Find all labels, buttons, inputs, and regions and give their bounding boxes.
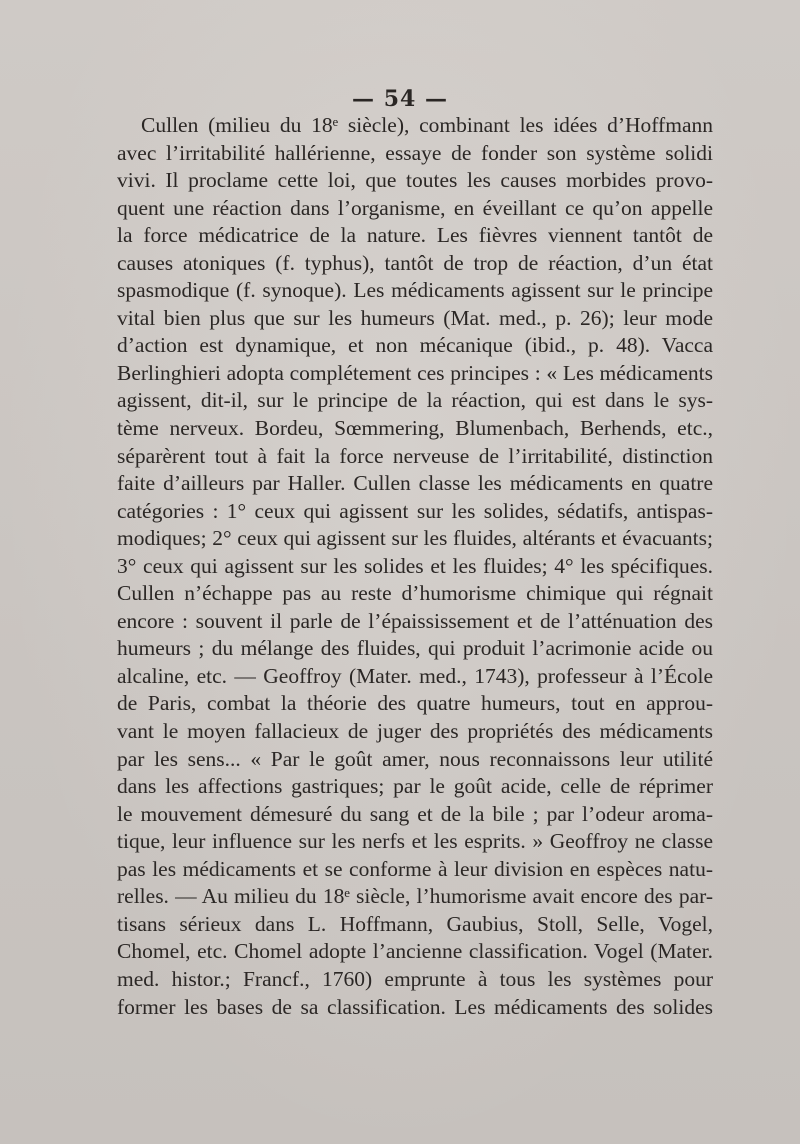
- text-line: med. histor.; Francf., 1760) emprunte à tous les systèmes pour: [117, 966, 713, 991]
- text-line: spasmodique (f. synoque). Les médicaments agissent sur le principe: [117, 278, 713, 303]
- text-line: le mouvement démesuré du sang et de la bile ; par l’odeur aroma-: [117, 801, 713, 826]
- text-line: quent une réaction dans l’organisme, en éveillant ce qu’on appelle: [117, 195, 713, 220]
- text-line: de Paris, combat la théorie des quatre humeurs, tout en approu-: [117, 691, 713, 716]
- body-text: [117, 112, 713, 1021]
- text-line: encore : souvent il parle de l’épaississement et de l’atténuation des: [117, 608, 713, 633]
- text-line: former les bases de sa classification. Les médicaments des solides: [117, 994, 713, 1019]
- text-line: relles. — Au milieu du 18ᵉ siècle, l’humorisme avait encore des par-: [117, 884, 713, 909]
- text-line: tème nerveux. Bordeu, Sœmmering, Blumenbach, Berhends, etc.,: [117, 416, 713, 441]
- text-line: pas les médicaments et se conforme à leur division en espèces natu-: [117, 856, 713, 881]
- text-line: alcaline, etc. — Geoffroy (Mater. med., 1743), professeur à l’École: [117, 663, 713, 688]
- text-line: vital bien plus que sur les humeurs (Mat. med., p. 26); leur mode: [117, 305, 713, 330]
- text-line: agissent, dit-il, sur le principe de la réaction, qui est dans le sys-: [117, 388, 713, 413]
- text-line: modiques; 2° ceux qui agissent sur les fluides, altérants et évacuants;: [117, 526, 713, 551]
- text-line: la force médicatrice de la nature. Les fièvres viennent tantôt de: [117, 223, 713, 248]
- text-line: d’action est dynamique, et non mécanique (ibid., p. 48). Vacca: [117, 333, 713, 358]
- text-line: faite d’ailleurs par Haller. Cullen classe les médicaments en quatre: [117, 471, 713, 496]
- text-line: par les sens... « Par le goût amer, nous reconnaissons leur utilité: [117, 746, 713, 771]
- text-line: catégories : 1° ceux qui agissent sur les solides, sédatifs, antispas-: [117, 498, 713, 523]
- text-line: Berlinghieri adopta complétement ces principes : « Les médicaments: [117, 360, 713, 385]
- text-line: vivi. Il proclame cette loi, que toutes les causes morbides provo-: [117, 168, 713, 193]
- text-line: Cullen n’échappe pas au reste d’humorisme chimique qui régnait: [117, 581, 713, 606]
- text-line: séparèrent tout à fait la force nerveuse de l’irritabilité, distinction: [117, 443, 713, 468]
- text-line: causes atoniques (f. typhus), tantôt de trop de réaction, d’un état: [117, 250, 713, 275]
- text-line: 3° ceux qui agissent sur les solides et les fluides; 4° les spécifiques.: [117, 553, 713, 578]
- text-line: Cullen (milieu du 18ᵉ siècle), combinant les idées d’Hoffmann: [141, 113, 713, 137]
- text-line: tisans sérieux dans L. Hoffmann, Gaubius, Stoll, Selle, Vogel,: [117, 911, 713, 936]
- text-line: humeurs ; du mélange des fluides, qui produit l’acrimonie acide ou: [117, 636, 713, 661]
- page-number: — 54 —: [352, 86, 448, 112]
- text-line: vant le moyen fallacieux de juger des propriétés des médicaments: [117, 719, 713, 744]
- text-line: avec l’irritabilité hallérienne, essaye de fonder son système solidi: [117, 140, 713, 165]
- text-line: Chomel, etc. Chomel adopte l’ancienne classification. Vogel (Mater.: [117, 939, 713, 964]
- text-line: dans les affections gastriques; par le goût acide, celle de réprimer: [117, 774, 713, 799]
- text-line: tique, leur influence sur les nerfs et les esprits. » Geoffroy ne classe: [117, 829, 713, 854]
